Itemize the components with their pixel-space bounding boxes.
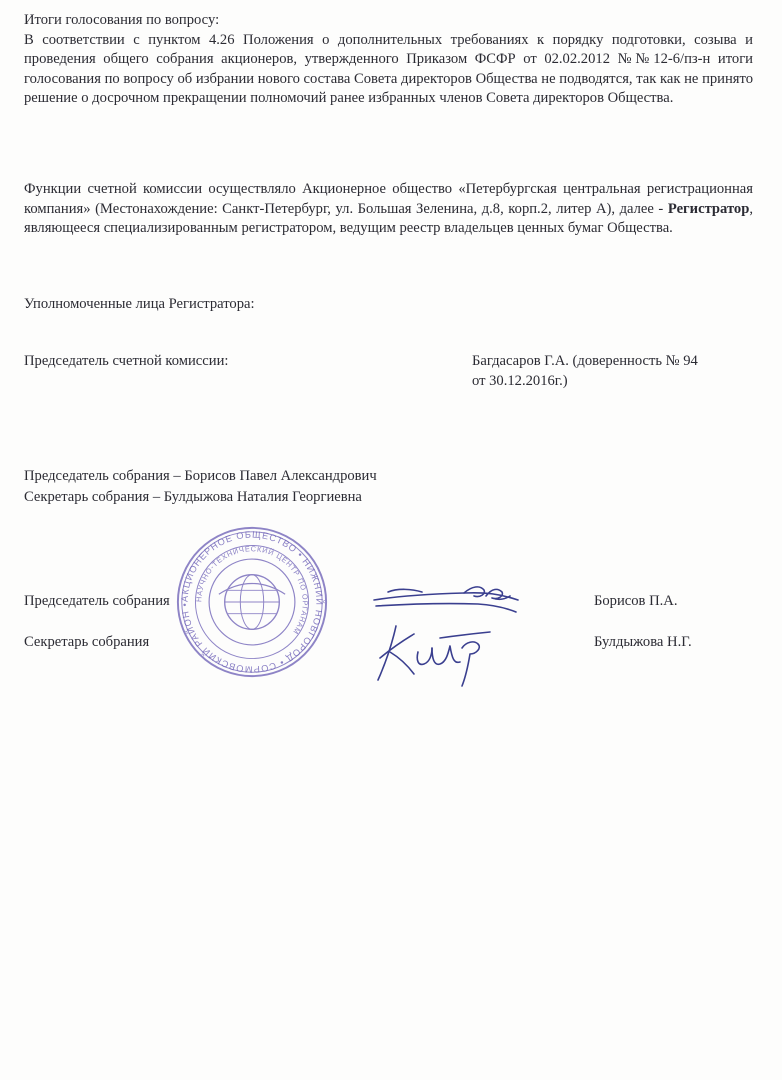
signature-secretary-name: Булдыжова Н.Г. [594,634,692,650]
commission-chair-name [472,352,762,391]
stamp-inner-text: НАУЧНО-ТЕХНИЧЕСКИЙ ЦЕНТР ПО ОРГАНАМ [194,544,310,637]
meeting-secretary-line: Секретарь собрания – Булдыжова Наталия Георгиевна [24,489,362,505]
voting-results-section [24,11,753,109]
voting-results-heading: Итоги голосования по вопросу: [24,12,220,28]
commission-chair-name-line1: Багдасаров Г.А. (доверенность № 94 [472,353,698,369]
meeting-chair-line: Председатель собрания – Борисов Павел Александрович [24,468,377,484]
chair-signature-icon [368,578,524,620]
signature-chair-name: Борисов П.А. [594,593,678,609]
stamp-outer-text: АКЦИОНЕРНОЕ ОБЩЕСТВО • НИЖНИЙ НОВГОРОД • СОРМОВСКИЙ РАЙОН • [179,529,325,675]
signature-secretary-label: Секретарь собрания [24,634,150,650]
commission-text-after: , являющееся специализированным регистратором, ведущим реестр владельцев ценных бумаг Общества. [24,200,753,237]
commission-chair-label: Председатель счетной комиссии: [24,353,229,369]
secretary-signature-icon [370,618,498,690]
authorized-persons-label: Уполномоченные лица Регистратора: [24,296,255,312]
voting-results-text: В соответствии с пунктом 4.26 Положения о дополнительных требованиях к порядку подготовки, созыва и проведения общего собрания акционеров, утвержденного Приказом ФСФР от 02.02.2012 №№12-6/пз-н итоги голосования по вопросу об избрании нового состава Совета директоров Общества не подводятся, так как не принято решение о досрочном прекращении полномочий ранее избранных членов Совета директоров Общества. [24,31,753,107]
commission-text-before: Функции счетной комиссии осуществляло Акционерное общество «Петербургская центральная регистрационная компания» (Местонахождение: Санкт-Петербург, ул. Большая Зеленина, д.8, корп.2, литер А), далее - [24,181,753,217]
counting-commission-paragraph [24,180,753,239]
company-stamp-icon [174,524,330,680]
commission-chair-name-line2: от 30.12.2016г.) [472,372,568,389]
registrar-term: Регистратор [667,200,750,217]
signature-chair-label: Председатель собрания [24,593,170,609]
